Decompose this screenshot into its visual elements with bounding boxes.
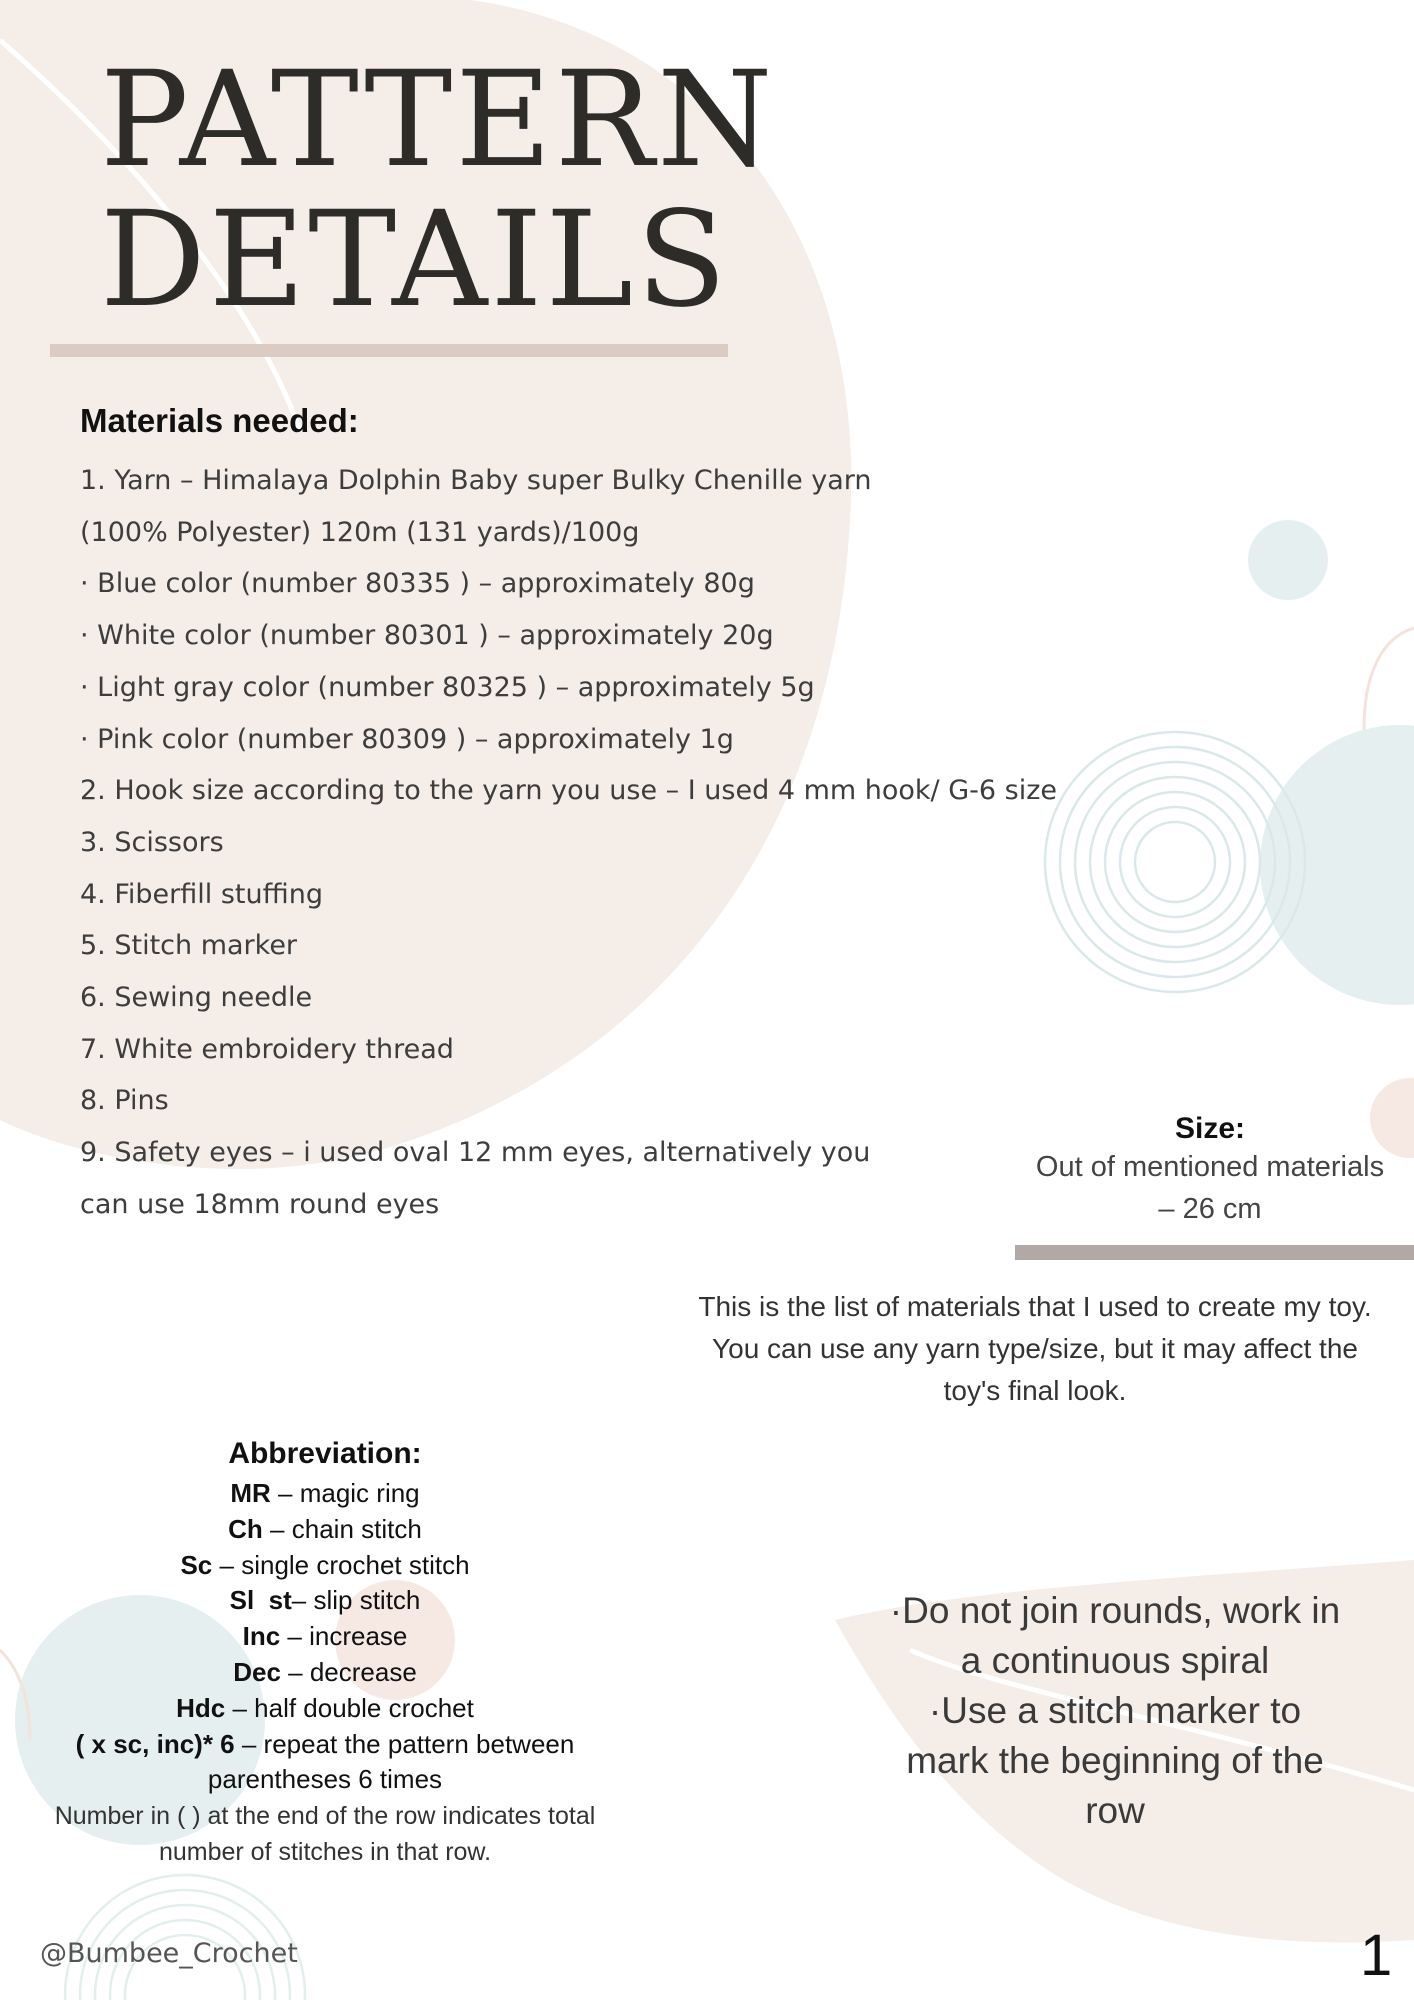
abbreviation-desc: single crochet stitch <box>241 1549 470 1580</box>
abbreviation-separator: – <box>225 1692 255 1723</box>
abbreviation-heading: Abbreviation: <box>228 1437 422 1470</box>
abbreviation-separator: – <box>270 1478 300 1508</box>
abbreviation-term: Hdc <box>176 1692 226 1723</box>
note-line-3: toy's final look. <box>943 1375 1127 1406</box>
size-text-line-1: Out of mentioned materials <box>1035 1151 1385 1183</box>
tips-section <box>860 1586 1370 1836</box>
abbreviation-desc: increase <box>309 1621 408 1652</box>
material-item: 6. Sewing needle <box>80 982 313 1014</box>
abbreviation-section <box>15 1432 635 1870</box>
material-item: can use 18mm round eyes <box>80 1188 440 1220</box>
tip-line-4: mark the beginning of the <box>906 1740 1324 1781</box>
materials-heading: Materials needed: <box>80 402 359 439</box>
abbreviation-footnote-line-2: number of stitches in that row. <box>158 1838 492 1867</box>
materials-list <box>80 455 1057 1231</box>
note-line-2: You can use any yarn type/size, but it may affect the <box>712 1333 1358 1364</box>
size-divider <box>1015 1245 1414 1260</box>
abbreviation-continuation: parentheses 6 times <box>207 1764 443 1795</box>
teal-blob-right <box>1260 725 1414 1005</box>
material-item: 2. Hook size according to the yarn you use – I used 4 mm hook/ G-6 size <box>80 775 1058 807</box>
abbreviation-row <box>15 1583 635 1619</box>
abbreviation-separator: – <box>234 1728 264 1759</box>
material-item: (100% Polyester) 120m (131 yards)/100g <box>80 516 640 548</box>
abbreviation-row <box>15 1512 635 1548</box>
title-underline <box>50 344 728 357</box>
abbreviation-separator: – <box>291 1585 314 1616</box>
tip-line-2: a continuous spiral <box>960 1640 1270 1681</box>
material-item: 3. Scissors <box>80 826 224 858</box>
note-line-1: This is the list of materials that I used to create my toy. <box>698 1291 1372 1322</box>
material-item: · Blue color (number 80335 ) – approximately 80g <box>80 568 755 600</box>
abbreviation-term: Sl st <box>229 1585 292 1616</box>
page-number: 1 <box>1360 1923 1393 1988</box>
abbreviation-desc: repeat the pattern between <box>263 1728 575 1759</box>
size-section <box>1000 1112 1414 1230</box>
abbreviation-separator: – <box>280 1656 310 1687</box>
abbreviation-desc: slip stitch <box>313 1585 421 1616</box>
material-item: · Light gray color (number 80325 ) – approximately 5g <box>80 671 815 703</box>
abbreviation-row <box>15 1727 635 1763</box>
abbreviation-separator: – <box>262 1513 292 1544</box>
material-item: 5. Stitch marker <box>80 930 298 962</box>
abbreviation-desc: magic ring <box>299 1478 420 1508</box>
title-line-1: PATTERN <box>100 43 776 197</box>
material-item: · White color (number 80301 ) – approximately 20g <box>80 620 774 652</box>
abbreviation-term: Sc <box>180 1549 213 1580</box>
abbreviation-row <box>15 1691 635 1727</box>
abbreviation-row <box>15 1476 635 1512</box>
abbreviation-term: Ch <box>228 1513 263 1544</box>
material-item: 7. White embroidery thread <box>80 1033 454 1065</box>
page-title <box>100 43 776 337</box>
abbreviation-separator: – <box>212 1549 242 1580</box>
tip-line-1: ·Do not join rounds, work in <box>889 1590 1341 1631</box>
abbreviation-term: Dec <box>233 1656 281 1687</box>
abbreviation-row <box>15 1619 635 1655</box>
abbreviation-term: ( x sc, inc)* 6 <box>75 1728 235 1759</box>
abbreviation-row <box>15 1548 635 1584</box>
material-item: 8. Pins <box>80 1085 169 1117</box>
tip-line-5: row <box>1085 1790 1145 1831</box>
material-item: 1. Yarn – Himalaya Dolphin Baby super Bulky Chenille yarn <box>80 465 872 496</box>
abbreviation-term: Inc <box>242 1621 281 1652</box>
material-item: · Pink color (number 80309 ) – approximately 1g <box>80 723 734 755</box>
material-item: 4. Fiberfill stuffing <box>80 878 323 910</box>
abbreviation-desc: half double crochet <box>254 1692 474 1723</box>
materials-note <box>660 1286 1410 1412</box>
abbreviation-footnote-line-1: Number in ( ) at the end of the row indicates total <box>54 1802 596 1831</box>
social-handle: @Bumbee_Crochet <box>40 1938 298 1969</box>
abbreviation-term: MR <box>230 1478 271 1508</box>
abbreviation-separator: – <box>280 1621 310 1652</box>
abbreviation-row <box>15 1655 635 1691</box>
material-item: 9. Safety eyes – i used oval 12 mm eyes, alternatively you <box>80 1137 871 1169</box>
teal-dot <box>1248 520 1328 600</box>
tip-line-3: ·Use a stitch marker to <box>928 1690 1302 1731</box>
size-heading: Size: <box>1174 1112 1246 1145</box>
abbreviation-desc: chain stitch <box>291 1513 422 1544</box>
title-line-2: DETAILS <box>100 183 730 337</box>
abbreviation-desc: decrease <box>309 1656 417 1687</box>
size-text-line-2: – 26 cm <box>1158 1193 1262 1225</box>
